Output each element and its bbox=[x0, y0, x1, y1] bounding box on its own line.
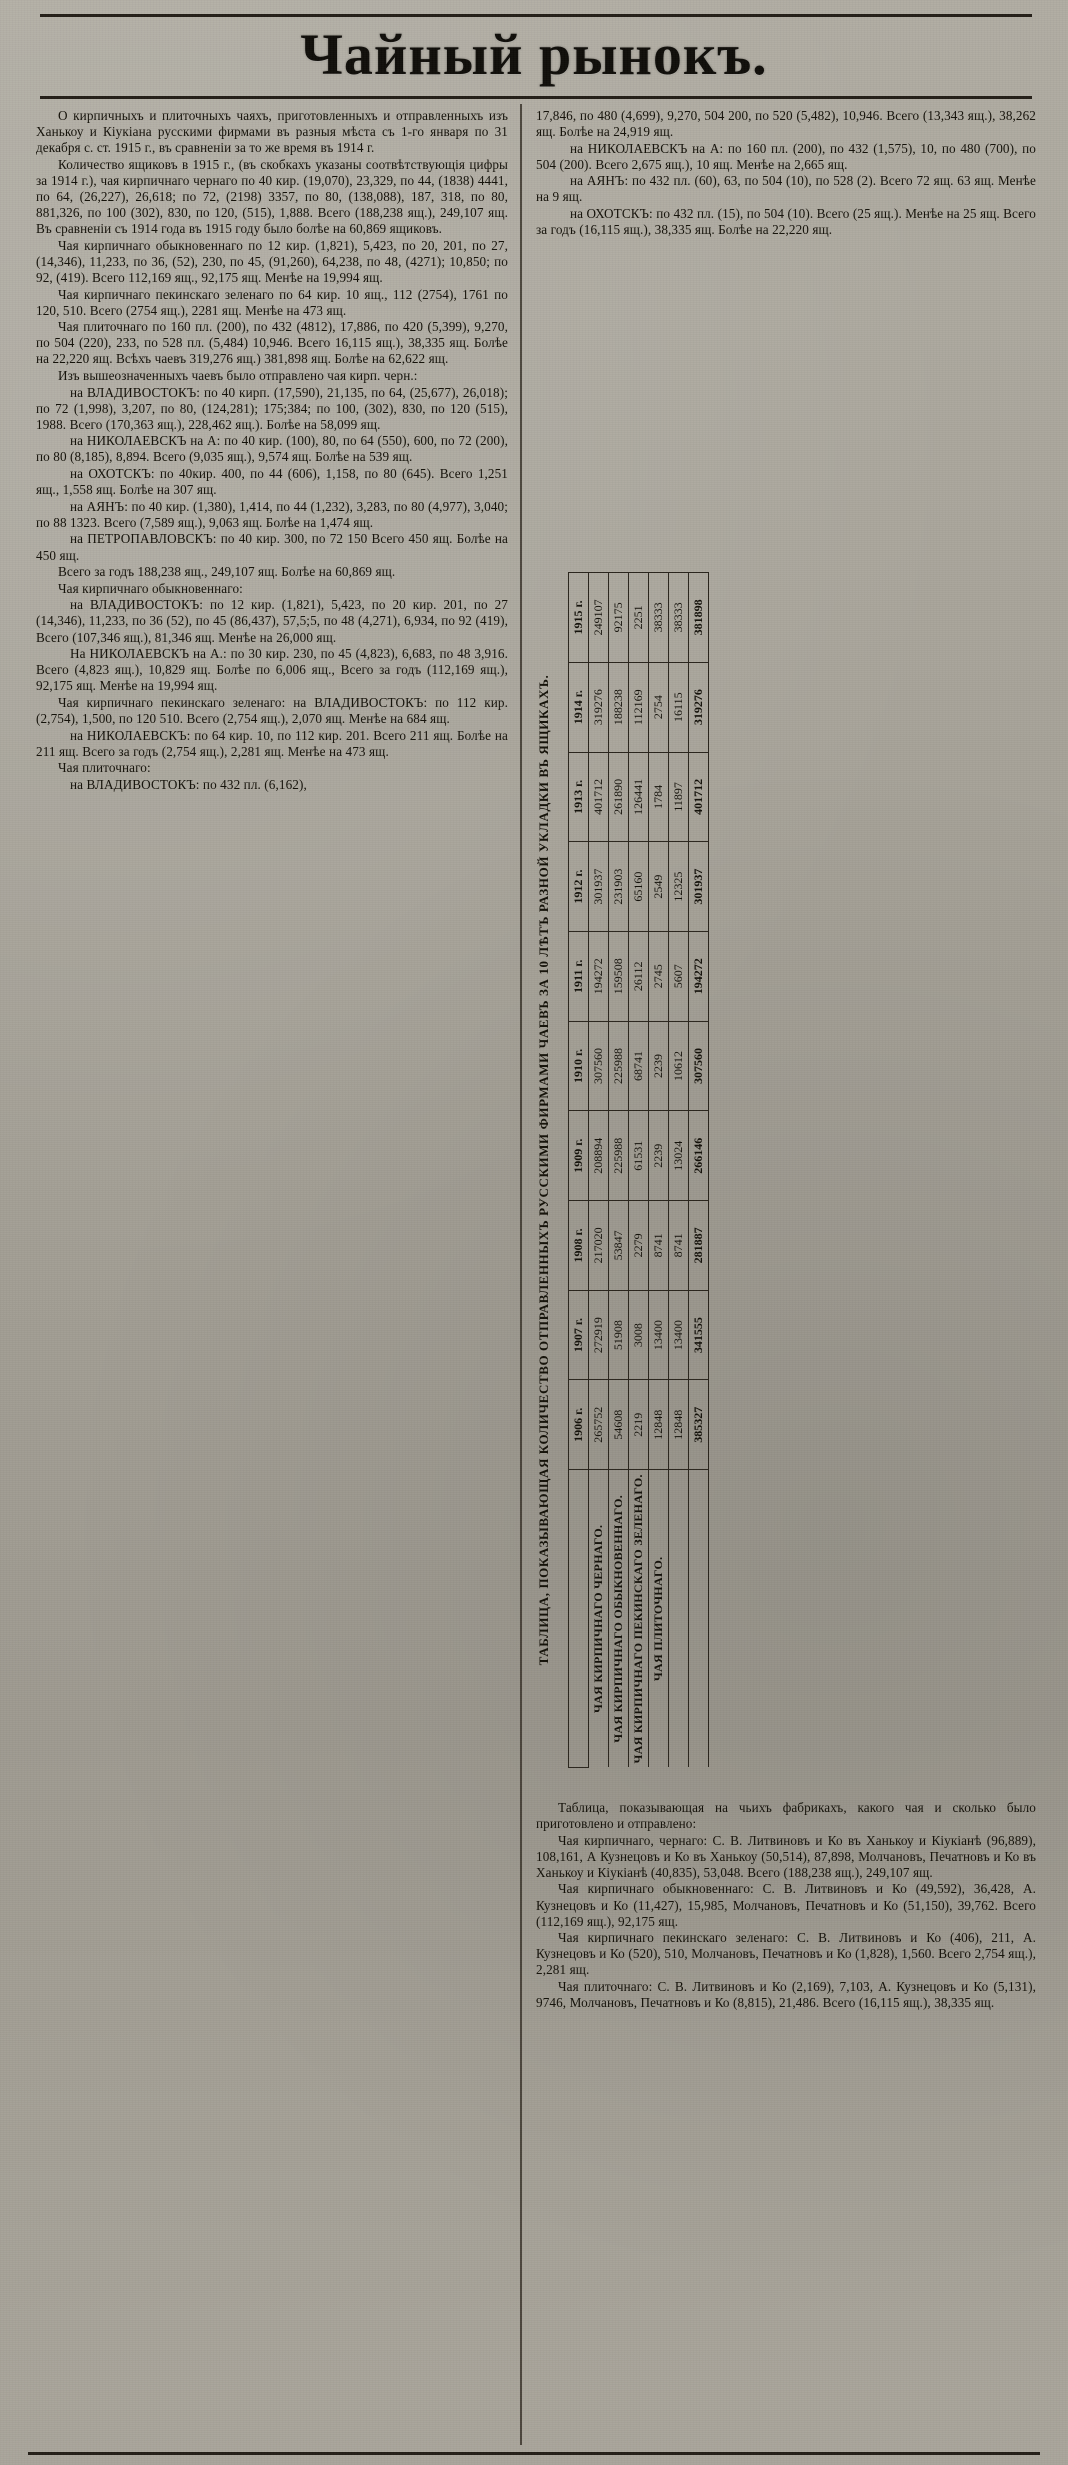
col-header: 1910 г. bbox=[569, 1021, 589, 1111]
cell: 301937 bbox=[589, 842, 609, 932]
cell: 385327 bbox=[689, 1380, 709, 1470]
cell: 26112 bbox=[629, 931, 649, 1021]
cell: 11897 bbox=[669, 752, 689, 842]
cell: 272919 bbox=[589, 1290, 609, 1380]
left-text-column bbox=[36, 108, 508, 793]
cell: 126441 bbox=[629, 752, 649, 842]
paragraph: Чая кирпичнаго пекинскаго зеленаго: С. В. Литвиновъ и Ко (406), 211, А. Кузнецовъ и Ко (520), 510, Молчановъ, Печатновъ и Ко (1,828), 1,560. Всего 2,754 ящ.), 2,281 ящ. bbox=[536, 1930, 1036, 1978]
cell: 401712 bbox=[589, 752, 609, 842]
cell: 53847 bbox=[609, 1201, 629, 1291]
col-header: 1906 г. bbox=[569, 1380, 589, 1470]
table-header-row bbox=[569, 573, 589, 1768]
cell: 266146 bbox=[689, 1111, 709, 1201]
paragraph: на АЯНЪ: по 432 пл. (60), 63, по 504 (10), по 528 (2). Всего 72 ящ. 63 ящ. Менѣе на 9 ящ. bbox=[536, 173, 1036, 205]
paragraph: 17,846, по 480 (4,699), 9,270, 504 200, по 520 (5,482), 10,946. Всего (13,343 ящ.), 38,262 ящ. Болѣе на 24,919 ящ. bbox=[536, 108, 1036, 140]
paragraph: Чая кирпичнаго пекинскаго зеленаго: на ВЛАДИВОСТОКЪ: по 112 кир. (2,754), 1,500, по 120 510. Всего (2,754 ящ.), 2,070 ящ. Менѣе на 684 ящ. bbox=[36, 694, 508, 726]
paragraph: Чая плиточнаго по 160 пл. (200), по 432 (4812), 17,886, по 420 (5,399), 9,270, по 504 (220), 233, по 528 пл. (5,484) 10,946. Всего 16,115 ящ.), 38,335 ящ. Болѣе на 22,220 ящ. Всѣхъ чаевъ 319,276 ящ.) 381,898 ящ. Болѣе на 62,622 ящ. bbox=[36, 319, 508, 367]
row-label bbox=[689, 1470, 709, 1768]
cell: 2251 bbox=[629, 573, 649, 663]
top-rule bbox=[40, 14, 1032, 17]
paragraph: Чая кирпичнаго, чернаго: С. В. Литвиновъ и Ко въ Ханькоу и Кіукіанѣ (96,889), 108,161, А Кузнецовъ и Ко въ Ханькоу (50,514), 87,898, Молчановъ, Печатновъ и Ко въ Ханькоу и Кіукіанѣ (40,835), 53,048. Всего (188,238 ящ.), 249,107 ящ. bbox=[536, 1832, 1036, 1880]
cell: 68741 bbox=[629, 1021, 649, 1111]
cell: 225988 bbox=[609, 1111, 629, 1201]
col-header: 1914 г. bbox=[569, 662, 589, 752]
cell: 2239 bbox=[649, 1021, 669, 1111]
paragraph: Чая кирпичнаго обыкновеннаго по 12 кир. (1,821), 5,423, по 20, 201, по 27, (14,346), 11,233, по 36, (52), 230, по 45, (91,260), 64,238, по 48, (4271); 10,850; по 92, (419). Всего 112,169 ящ., 92,175 ящ. Менѣе на 19,994 ящ. bbox=[36, 237, 508, 285]
page-title: Чайный рынокъ. bbox=[300, 22, 768, 87]
cell: 307560 bbox=[589, 1021, 609, 1111]
paragraph: на АЯНЪ: по 40 кир. (1,380), 1,414, по 44 (1,232), 3,283, по 80 (4,977), 3,040; по 88 1323. Всего (7,589 ящ.), 9,063 ящ. Болѣе на 1,474 ящ. bbox=[36, 498, 508, 530]
paragraph: Всего за годъ 188,238 ящ., 249,107 ящ. Болѣе на 60,869 ящ. bbox=[58, 564, 396, 580]
paragraph: Изъ вышеозначенныхъ чаевъ было отправлено чая кирп. черн.: bbox=[58, 368, 418, 383]
col-header: 1909 г. bbox=[569, 1111, 589, 1201]
row-label: ЧАЯ ПЛИТОЧНАГО. bbox=[649, 1470, 669, 1768]
cell: 8741 bbox=[649, 1201, 669, 1291]
paragraph: на НИКОЛАЕВСКЪ на А: по 160 пл. (200), по 432 (1,575), 10, по 480 (700), по 504 (200). Всего 2,675 ящ.), 10 ящ. Менѣе на 2,665 ящ. bbox=[536, 140, 1036, 172]
cell: 1784 bbox=[649, 752, 669, 842]
corner-cell bbox=[569, 1470, 589, 1768]
cell: 265752 bbox=[589, 1380, 609, 1470]
paragraph: Чая плиточнаго: С. В. Литвиновъ и Ко (2,169), 7,103, А. Кузнецовъ и Ко (5,131), 9746, Молчановъ, Печатновъ и Ко (8,815), 21,486. Всего (16,115 ящ.), 38,335 ящ. bbox=[536, 1979, 1036, 2011]
cell: 217020 bbox=[589, 1201, 609, 1291]
row-label bbox=[669, 1470, 689, 1768]
table-row bbox=[589, 573, 609, 1768]
col-header: 1911 г. bbox=[569, 931, 589, 1021]
cell: 38333 bbox=[649, 573, 669, 663]
cell: 2754 bbox=[649, 662, 669, 752]
statistics-table bbox=[568, 572, 709, 1768]
cell: 208894 bbox=[589, 1111, 609, 1201]
col-header: 1913 г. bbox=[569, 752, 589, 842]
table-row bbox=[649, 573, 669, 1768]
right-text-column-top bbox=[536, 108, 1036, 239]
cell: 13400 bbox=[649, 1290, 669, 1380]
cell: 54608 bbox=[609, 1380, 629, 1470]
cell: 13024 bbox=[669, 1111, 689, 1201]
cell: 194272 bbox=[689, 931, 709, 1021]
cell: 261890 bbox=[609, 752, 629, 842]
cell: 2745 bbox=[649, 931, 669, 1021]
cell: 112169 bbox=[629, 662, 649, 752]
paragraph: На НИКОЛАЕВСКЪ на А.: по 30 кир. 230, по 45 (4,823), 6,683, по 48 3,916. Всего (4,823 ящ.), 10,829 ящ. Болѣе по 6,006 ящ., Всего за годъ (112,169 ящ.), 92,175 ящ. Менѣе на 19,994 ящ. bbox=[36, 646, 508, 694]
cell: 188238 bbox=[609, 662, 629, 752]
paragraph: на ПЕТРОПАВЛОВСКЪ: по 40 кир. 300, по 72 150 Всего 450 ящ. Болѣе на 450 ящ. bbox=[36, 531, 508, 563]
col-header: 1908 г. bbox=[569, 1201, 589, 1291]
cell: 341555 bbox=[689, 1290, 709, 1380]
cell: 5607 bbox=[669, 931, 689, 1021]
bottom-rule bbox=[28, 2452, 1040, 2455]
paragraph: на ОХОТСКЪ: по 40кир. 400, по 44 (606), 1,158, по 80 (645). Всего 1,251 ящ., 1,558 ящ. Болѣе на 307 ящ. bbox=[36, 466, 508, 498]
row-label: ЧАЯ КИРПИЧНАГО ПЕКИНСКАГО ЗЕЛЕНАГО. bbox=[629, 1470, 649, 1768]
cell: 92175 bbox=[609, 573, 629, 663]
cell: 301937 bbox=[689, 842, 709, 932]
table-total-row bbox=[689, 573, 709, 1768]
cell: 319276 bbox=[589, 662, 609, 752]
cell: 8741 bbox=[669, 1201, 689, 1291]
paragraph: Чая плиточнаго: bbox=[58, 760, 151, 776]
cell: 159508 bbox=[609, 931, 629, 1021]
cell: 12848 bbox=[649, 1380, 669, 1470]
paragraph: Количество ящиковъ в 1915 г., (въ скобкахъ указаны соотвѣтствующія цифры за 1914 г.), чая кирпичнаго чернаго по 40 кир. (19,070), 23,329, по 44, (1838) 4441, по 64, (26,227), 26,618; по 72, (2198) 3357, по 80, (138,088), 187, 318, по 80, 881,326, по 100 (302), 830, по 120, (515), 1,888. Всего (188,238 ящ.), 249,107 ящ. Въ сравненіи съ 1914 года въ 1915 году было болѣе на 60,869 ящиковъ. bbox=[36, 156, 508, 237]
cell: 401712 bbox=[689, 752, 709, 842]
row-label: ЧАЯ КИРПИЧНАГО ОБЫКНОВЕННАГО. bbox=[609, 1470, 629, 1768]
cell: 2279 bbox=[629, 1201, 649, 1291]
table-row bbox=[609, 573, 629, 1768]
cell: 281887 bbox=[689, 1201, 709, 1291]
cell: 2219 bbox=[629, 1380, 649, 1470]
cell: 319276 bbox=[689, 662, 709, 752]
paragraph: Таблица, показывающая на чьихъ фабрикахъ, какого чая и сколько было приготовлено и отправлено: bbox=[536, 1800, 1036, 1832]
cell: 12848 bbox=[669, 1380, 689, 1470]
cell: 10612 bbox=[669, 1021, 689, 1111]
paragraph: на ВЛАДИВОСТОКЪ: по 12 кир. (1,821), 5,423, по 20 кир. 201, по 27 (14,346), 11,233, по 36 (52), по 45 (86,437), 57,5;5, по 48 (4,271), 6,934, по 92 (419), Всего (107,346 ящ.), 81,346 ящ. Менѣе на 26,000 ящ. bbox=[36, 597, 508, 645]
cell: 16115 bbox=[669, 662, 689, 752]
paragraph: Чая кирпичнаго пекинскаго зеленаго по 64 кир. 10 ящ., 112 (2754), 1761 по 120, 510. Всего (2754 ящ.), 2281 ящ. Менѣе на 473 ящ. bbox=[36, 286, 508, 318]
paragraph: на НИКОЛАЕВСКЪ: по 64 кир. 10, по 112 кир. 201. Всего 211 ящ. Болѣе на 211 ящ. Всего за годъ (2,754 ящ.), 2,281 ящ. Менѣе на 473 ящ. bbox=[36, 727, 508, 759]
paragraph: на НИКОЛАЕВСКЪ на А: по 40 кир. (100), 80, по 64 (550), 600, по 72 (200), по 80 (8,185), 8,894. Всего (9,035 ящ.), 9,574 ящ. Болѣе на 539 ящ. bbox=[36, 433, 508, 465]
table-row bbox=[629, 573, 649, 1768]
cell: 61531 bbox=[629, 1111, 649, 1201]
cell: 65160 bbox=[629, 842, 649, 932]
col-header: 1915 г. bbox=[569, 573, 589, 663]
cell: 38333 bbox=[669, 573, 689, 663]
cell: 381898 bbox=[689, 573, 709, 663]
paragraph: на ВЛАДИВОСТОКЪ: по 432 пл. (6,162), bbox=[70, 776, 307, 792]
paragraph: на ОХОТСКЪ: по 432 пл. (15), по 504 (10). Всего (25 ящ.). Менѣе на 25 ящ. Всего за годъ (16,115 ящ.), 38,335 ящ. Болѣе на 22,220 ящ. bbox=[536, 206, 1036, 238]
paragraph: О кирпичныхъ и плиточныхъ чаяхъ, приготовленныхъ и отправленныхъ изъ Ханькоу и Кіукіана русскими фирмами въ разныя мѣста съ 1-го января по 31 декабря с. ст. 1915 г., въ сравненіи за то же время въ 1914 г. bbox=[36, 108, 508, 156]
column-divider bbox=[520, 104, 522, 2445]
cell: 3008 bbox=[629, 1290, 649, 1380]
cell: 2239 bbox=[649, 1111, 669, 1201]
col-header: 1907 г. bbox=[569, 1290, 589, 1380]
cell: 13400 bbox=[669, 1290, 689, 1380]
paragraph: на ВЛАДИВОСТОКЪ: по 40 кирп. (17,590), 21,135, по 64, (25,677), 26,018); по 72 (1,998), 3,207, по 80, (124,281); 175;384; по 100, (302), 830, по 120 (515), 1988. Всего (170,363 ящ.), 228,462 ящ.). Болѣе на 58,099 ящ. bbox=[36, 384, 508, 432]
cell: 12325 bbox=[669, 842, 689, 932]
cell: 225988 bbox=[609, 1021, 629, 1111]
row-label: ЧАЯ КИРПИЧНАГО ЧЕРНАГО. bbox=[589, 1470, 609, 1768]
table-caption: ТАБЛИЦА, ПОКАЗЫВАЮЩАЯ КОЛИЧЕСТВО ОТПРАВЛЕННЫХЪ РУССКИМИ ФИРМАМИ ЧАЕВЪ ЗА 10 ЛѢТЪ РАЗНОЙ УКЛАДКИ ВЪ ЯЩИКАХЪ. bbox=[536, 674, 551, 1666]
cell: 231903 bbox=[609, 842, 629, 932]
cell: 2549 bbox=[649, 842, 669, 932]
title-rule bbox=[40, 96, 1032, 99]
paragraph: Чая кирпичнаго обыкновеннаго: bbox=[58, 580, 243, 596]
col-header: 1912 г. bbox=[569, 842, 589, 932]
cell: 249107 bbox=[589, 573, 609, 663]
statistics-table-block bbox=[524, 570, 1040, 1770]
table-row bbox=[669, 573, 689, 1768]
cell: 51908 bbox=[609, 1290, 629, 1380]
cell: 194272 bbox=[589, 931, 609, 1021]
cell: 307560 bbox=[689, 1021, 709, 1111]
paragraph: Чая кирпичнаго обыкновеннаго: С. В. Литвиновъ и Ко (49,592), 36,428, А. Кузнецовъ и Ко (11,427), 15,985, Молчановъ, Печатновъ и Ко (51,150), 39,762. Всего (112,169 ящ.), 92,175 ящ. bbox=[536, 1881, 1036, 1929]
right-text-column-bottom bbox=[536, 1800, 1036, 2012]
